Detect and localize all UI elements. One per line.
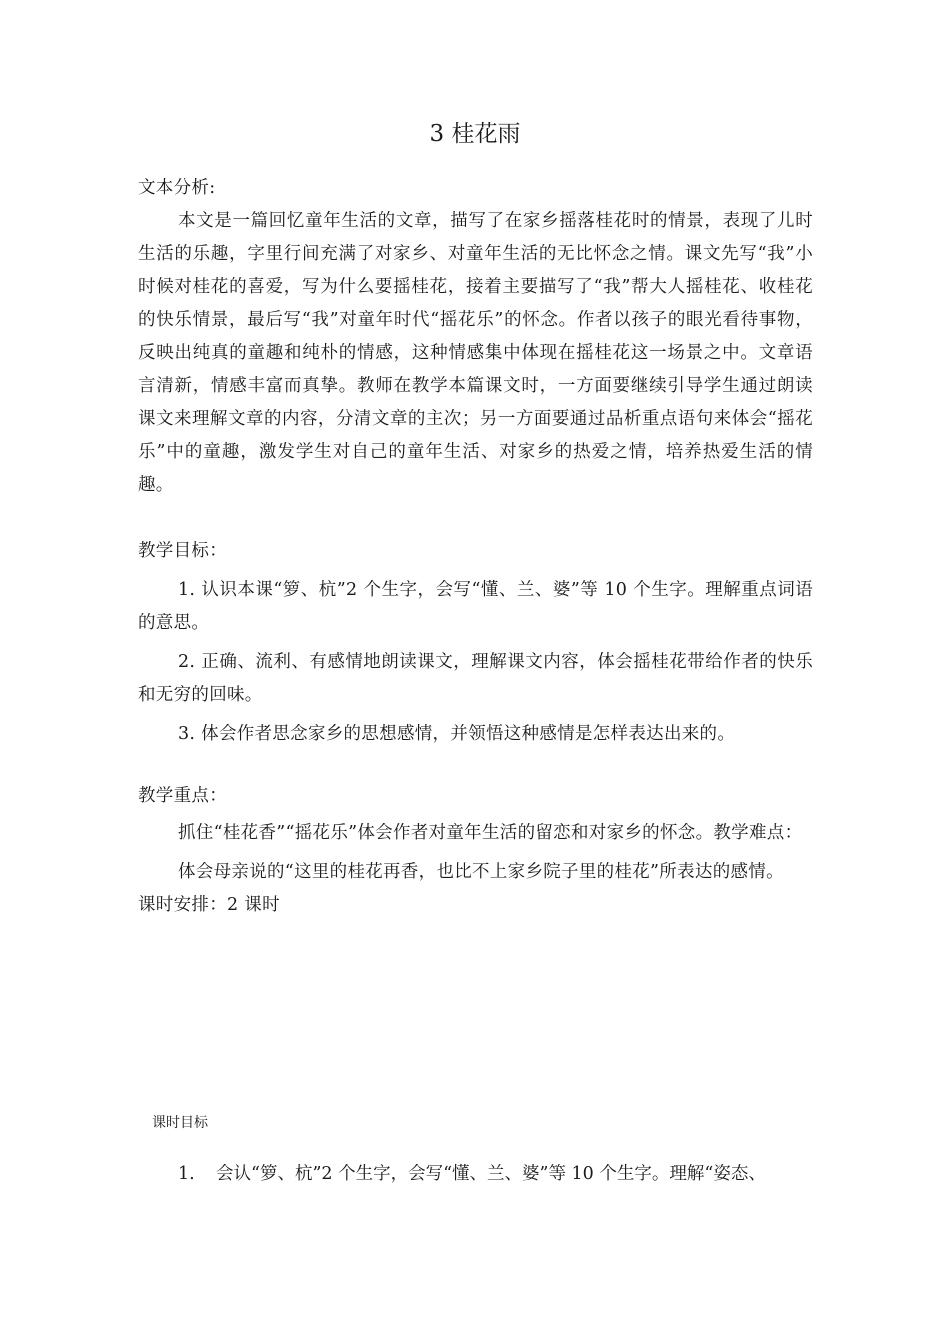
teaching-goal-item: 2. 正确、流利、有感情地朗读课文，理解课文内容，体会摇桂花带给作者的快乐和无穷的回味。 [138,652,813,705]
teaching-goals-label: 教学目标： [138,541,227,561]
lesson-goal-label: 课时目标 [152,1114,208,1130]
schedule-text: 课时安排：2 课时 [138,895,280,915]
teaching-goal-item: 1. 认识本课“箩、杭”2 个生字，会写“懂、兰、婆”等 10 个生字。理解重点词语的意思。 [138,580,813,633]
teaching-difficulty-paragraph: 体会母亲说的“这里的桂花再香，也比不上家乡院子里的桂花”所表达的感情。 [178,862,784,882]
page-title: 3 桂花雨 [429,121,521,147]
teaching-goal-item: 3. 体会作者思念家乡的思想感情，并领悟这种感情是怎样表达出来的。 [178,724,736,744]
text-analysis-paragraph: 本文是一篇回忆童年生活的文章，描写了在家乡摇落桂花时的情景，表现了儿时生活的乐趣，字里行间充满了对家乡、对童年生活的无比怀念之情。课文先写“我”小时候对桂花的喜爱，写为什么要摇桂花，接着主要描写了“我”帮大人摇桂花、收桂花的快乐情景，最后写“我”对童年时代“摇花乐”的怀念。作者以孩子的眼光看待事物，反映出纯真的童趣和纯朴的情感，这种情感集中体现在摇桂花这一场景之中。文章语言清新，情感丰富而真挚。教师在教学本篇课文时，一方面要继续引导学生通过朗读课文来理解文章的内容，分清文章的主次；另一方面要通过品析重点语句来体会“摇花乐”中的童趣，激发学生对自己的童年生活、对家乡的热爱之情，培养热爱生活的情趣。 [138,211,813,495]
lesson-goal-text: 会认“箩、杭”2 个生字，会写“懂、兰、婆”等 10 个生字。理解“姿态、 [216,1164,766,1184]
section-teaching-focus [138,780,813,922]
lesson-goal-number: 1. [178,1164,195,1184]
text-analysis-label: 文本分析: [138,178,216,198]
section-text-analysis [138,172,813,502]
lesson-goal-item [138,1158,813,1191]
teaching-focus-label: 教学重点： [138,786,227,806]
section-teaching-goals [138,535,813,751]
teaching-focus-paragraph: 抓住“桂花香”“摇花乐”体会作者对童年生活的留恋和对家乡的怀念。教学难点： [178,823,803,843]
